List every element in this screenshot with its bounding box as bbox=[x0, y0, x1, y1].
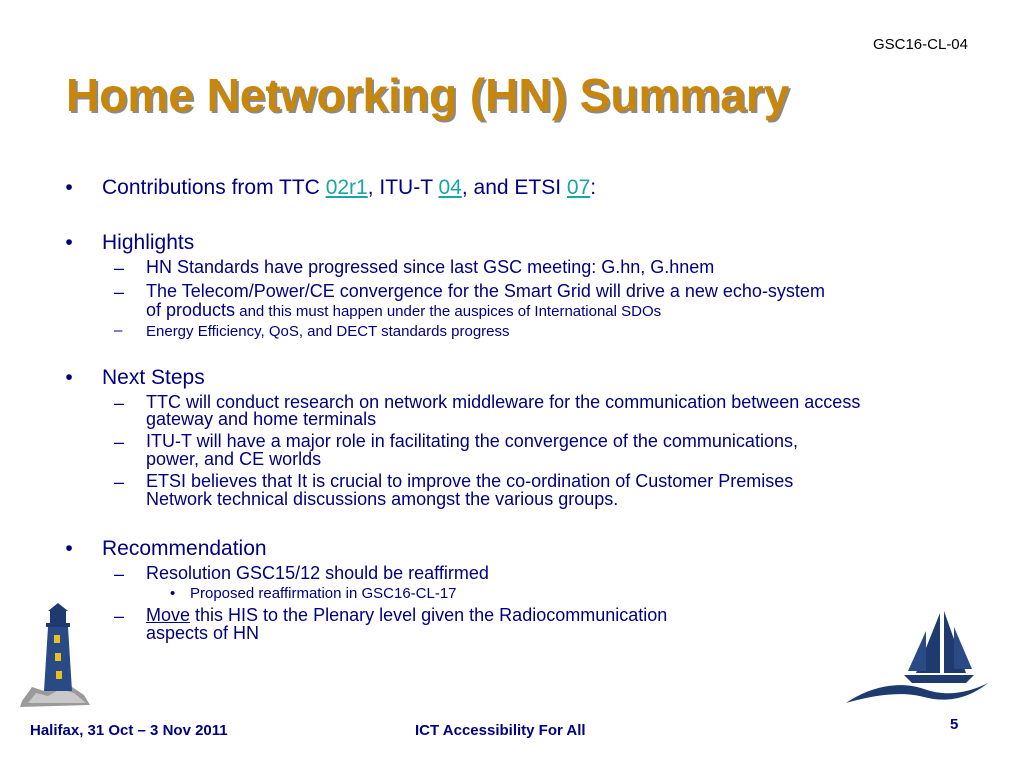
bullet-marker: • bbox=[65, 176, 73, 199]
lighthouse-icon bbox=[14, 603, 94, 713]
slide-title: Home Networking (HN) Summary bbox=[66, 69, 790, 121]
sailing-ship-icon bbox=[842, 607, 992, 711]
contributions-mid2: , and ETSI bbox=[461, 176, 567, 199]
contributions-mid1: , ITU-T bbox=[367, 176, 439, 199]
next-steps-label: Next Steps bbox=[102, 366, 205, 389]
contributions-prefix: Contributions from TTC bbox=[102, 176, 326, 199]
bullet-marker: • bbox=[65, 231, 73, 254]
recommendation-label: Recommendation bbox=[102, 537, 267, 560]
document-id: GSC16-CL-04 bbox=[872, 36, 968, 53]
link-etsi-07[interactable]: 07 bbox=[566, 176, 591, 199]
footer-theme: ICT Accessibility For All bbox=[415, 722, 586, 739]
link-itut-04[interactable]: 04 bbox=[438, 176, 462, 199]
page-number: 5 bbox=[950, 716, 959, 733]
bullet-marker: • bbox=[65, 537, 73, 560]
highlight-item-cont-large: of products bbox=[146, 300, 236, 320]
highlights-label: Highlights bbox=[102, 231, 195, 254]
highlight-item-cont-small: and this must happen under the auspices of International SDOs bbox=[235, 303, 662, 320]
move-link[interactable]: Move bbox=[146, 605, 191, 625]
contributions-suffix: : bbox=[590, 176, 597, 199]
link-ttc-02r1[interactable]: 02r1 bbox=[325, 176, 368, 199]
footer-location-date: Halifax, 31 Oct – 3 Nov 2011 bbox=[30, 722, 228, 739]
bullet-marker: • bbox=[65, 366, 73, 389]
